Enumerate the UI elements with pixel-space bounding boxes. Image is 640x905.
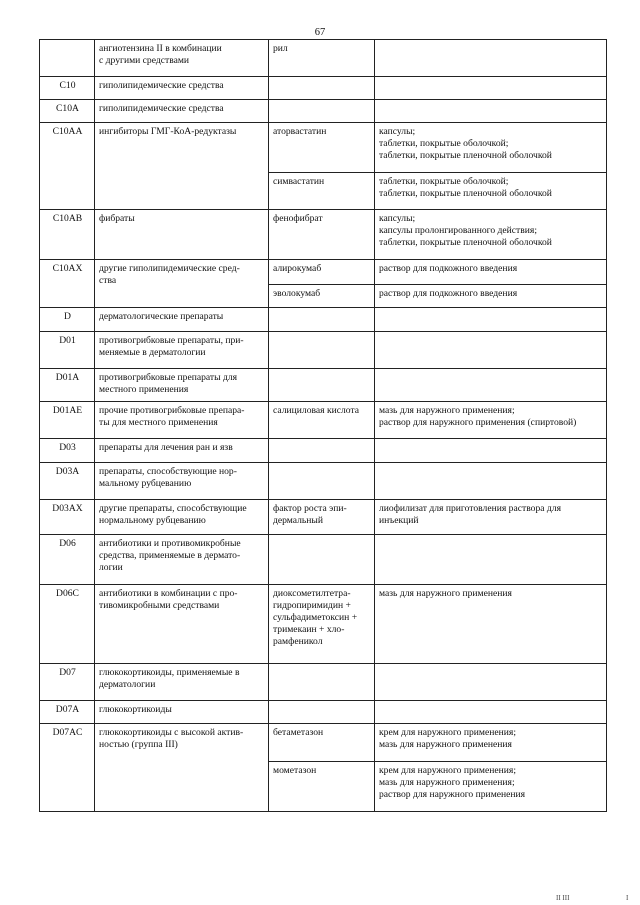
form-cell: мазь для наружного применения; раствор для наружного применения (спиртовой) bbox=[375, 402, 607, 439]
atc-code-cell: D01 bbox=[40, 332, 95, 369]
table-row bbox=[40, 369, 607, 402]
form-cell: раствор для подкожного введения bbox=[375, 260, 607, 285]
table-row bbox=[40, 210, 607, 260]
atc-code-cell: D07AC bbox=[40, 724, 95, 812]
atc-code-cell: D07 bbox=[40, 664, 95, 701]
drug-cell bbox=[269, 535, 375, 585]
form-cell bbox=[375, 308, 607, 332]
table-row bbox=[40, 724, 607, 762]
group-cell: прочие противогрибковые препара- ты для местного применения bbox=[95, 402, 269, 439]
drug-cell bbox=[269, 369, 375, 402]
atc-code-cell: D06C bbox=[40, 585, 95, 664]
drug-cell: алирокумаб bbox=[269, 260, 375, 285]
form-cell bbox=[375, 332, 607, 369]
drug-cell: фенофибрат bbox=[269, 210, 375, 260]
drug-cell: мометазон bbox=[269, 762, 375, 812]
drug-cell: бетаметазон bbox=[269, 724, 375, 762]
atc-code-cell: C10AB bbox=[40, 210, 95, 260]
table-row bbox=[40, 260, 607, 285]
table-row bbox=[40, 500, 607, 535]
table-row bbox=[40, 664, 607, 701]
atc-code-cell: C10A bbox=[40, 100, 95, 123]
drug-cell bbox=[269, 100, 375, 123]
drug-cell bbox=[269, 463, 375, 500]
form-cell: крем для наружного применения; мазь для наружного применения bbox=[375, 724, 607, 762]
footer-scan-marks: II III bbox=[556, 894, 570, 902]
table-row bbox=[40, 123, 607, 173]
group-cell: глюкокортикоиды bbox=[95, 701, 269, 724]
table-row bbox=[40, 332, 607, 369]
atc-code-cell: D07A bbox=[40, 701, 95, 724]
footer-tail-mark: I bbox=[626, 894, 629, 902]
drug-cell bbox=[269, 664, 375, 701]
table-row bbox=[40, 585, 607, 664]
group-cell: другие препараты, способствующие нормальному рубцеванию bbox=[95, 500, 269, 535]
group-cell: противогрибковые препараты, при- меняемые в дерматологии bbox=[95, 332, 269, 369]
form-cell bbox=[375, 100, 607, 123]
atc-code-cell: D03A bbox=[40, 463, 95, 500]
drug-cell bbox=[269, 308, 375, 332]
group-cell: антибиотики в комбинации с про- тивомикробными средствами bbox=[95, 585, 269, 664]
form-cell bbox=[375, 463, 607, 500]
drug-cell: фактор роста эпи- дермальный bbox=[269, 500, 375, 535]
drug-cell bbox=[269, 701, 375, 724]
form-cell bbox=[375, 701, 607, 724]
group-cell: препараты, способствующие нор- мальному рубцеванию bbox=[95, 463, 269, 500]
group-cell: дерматологические препараты bbox=[95, 308, 269, 332]
group-cell: препараты для лечения ран и язв bbox=[95, 439, 269, 463]
drug-cell: диоксометилтетра- гидропиримидин + сульфадиметоксин + тримекаин + хло- рамфеникол bbox=[269, 585, 375, 664]
form-cell bbox=[375, 535, 607, 585]
group-cell: другие гиполипидемические сред- ства bbox=[95, 260, 269, 308]
group-cell: ингибиторы ГМГ-КоА-редуктазы bbox=[95, 123, 269, 210]
drug-cell: эволокумаб bbox=[269, 285, 375, 308]
form-cell: капсулы; капсулы пролонгированного действия; таблетки, покрытые пленочной оболочкой bbox=[375, 210, 607, 260]
group-cell: гиполипидемические средства bbox=[95, 100, 269, 123]
table-row bbox=[40, 439, 607, 463]
table-row bbox=[40, 701, 607, 724]
atc-code-cell: D01A bbox=[40, 369, 95, 402]
drug-cell bbox=[269, 77, 375, 100]
group-cell: ангиотензина II в комбинации с другими средствами bbox=[95, 40, 269, 77]
table-row bbox=[40, 402, 607, 439]
form-cell: лиофилизат для приготовления раствора для инъекций bbox=[375, 500, 607, 535]
atc-code-cell bbox=[40, 40, 95, 77]
atc-code-cell: D06 bbox=[40, 535, 95, 585]
table-row bbox=[40, 535, 607, 585]
table-row bbox=[40, 100, 607, 123]
form-cell bbox=[375, 77, 607, 100]
group-cell: глюкокортикоиды с высокой актив- ностью (группа III) bbox=[95, 724, 269, 812]
atc-code-cell: C10AA bbox=[40, 123, 95, 210]
group-cell: гиполипидемические средства bbox=[95, 77, 269, 100]
form-cell: капсулы; таблетки, покрытые оболочкой; таблетки, покрытые пленочной оболочкой bbox=[375, 123, 607, 173]
form-cell bbox=[375, 664, 607, 701]
form-cell bbox=[375, 369, 607, 402]
drug-cell bbox=[269, 332, 375, 369]
table-row bbox=[40, 463, 607, 500]
atc-code-cell: D03 bbox=[40, 439, 95, 463]
drug-cell: аторвастатин bbox=[269, 123, 375, 173]
drug-cell: салициловая кислота bbox=[269, 402, 375, 439]
atc-code-cell: D03AX bbox=[40, 500, 95, 535]
drug-cell: рил bbox=[269, 40, 375, 77]
atc-code-cell: C10AX bbox=[40, 260, 95, 308]
form-cell bbox=[375, 40, 607, 77]
atc-code-cell: D01AE bbox=[40, 402, 95, 439]
form-cell: таблетки, покрытые оболочкой; таблетки, покрытые пленочной оболочкой bbox=[375, 173, 607, 210]
atc-code-cell: C10 bbox=[40, 77, 95, 100]
form-cell: мазь для наружного применения bbox=[375, 585, 607, 664]
drug-cell: симвастатин bbox=[269, 173, 375, 210]
group-cell: антибиотики и противомикробные средства, применяемые в дермато- логии bbox=[95, 535, 269, 585]
table-row bbox=[40, 308, 607, 332]
form-cell: раствор для подкожного введения bbox=[375, 285, 607, 308]
group-cell: фибраты bbox=[95, 210, 269, 260]
drug-table bbox=[39, 39, 607, 812]
drug-cell bbox=[269, 439, 375, 463]
table-row bbox=[40, 77, 607, 100]
form-cell: крем для наружного применения; мазь для наружного применения; раствор для наружного применения bbox=[375, 762, 607, 812]
page-number: 67 bbox=[314, 27, 326, 38]
atc-code-cell: D bbox=[40, 308, 95, 332]
form-cell bbox=[375, 439, 607, 463]
table-row bbox=[40, 40, 607, 77]
group-cell: глюкокортикоиды, применяемые в дерматологии bbox=[95, 664, 269, 701]
group-cell: противогрибковые препараты для местного применения bbox=[95, 369, 269, 402]
